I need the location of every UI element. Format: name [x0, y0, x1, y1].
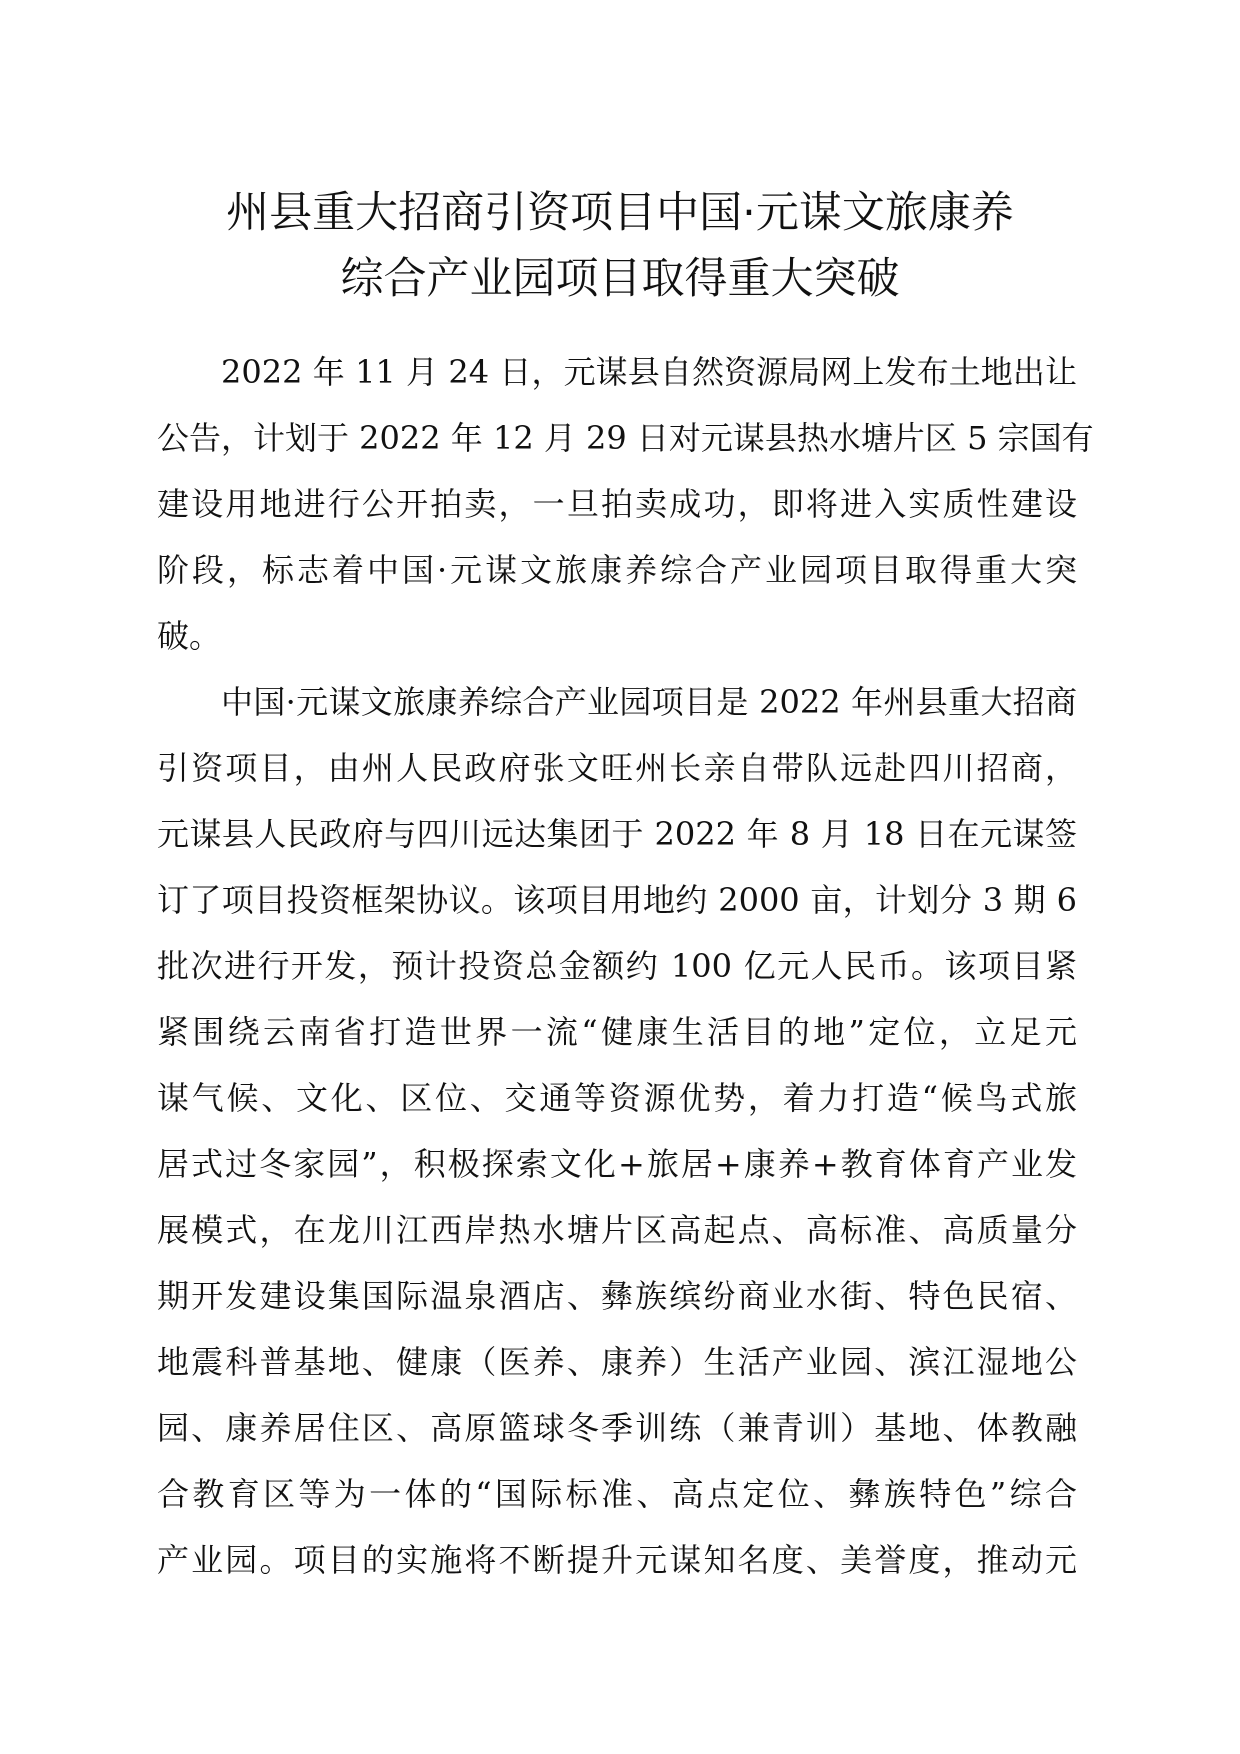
paragraph-line: 公告，计划于 2022 年 12 月 29 日对元谋县热水塘片区 5 宗国有 [157, 419, 1094, 457]
document-title-line-1: 州县重大招商引资项目中国·元谋文旅康养 [226, 188, 1014, 238]
paragraph-line: 建设用地进行公开拍卖，一旦拍卖成功，即将进入实质性建设 [157, 485, 1077, 523]
paragraph-line: 2022 年 11 月 24 日，元谋县自然资源局网上发布土地出让 [221, 353, 1077, 391]
paragraph-line: 中国·元谋文旅康养综合产业园项目是 2022 年州县重大招商 [221, 683, 1077, 721]
paragraph-line: 紧围绕云南省打造世界一流“健康生活目的地”定位，立足元 [157, 1013, 1077, 1051]
paragraph-line: 展模式，在龙川江西岸热水塘片区高起点、高标准、高质量分 [157, 1211, 1077, 1249]
paragraph-line: 元谋县人民政府与四川远达集团于 2022 年 8 月 18 日在元谋签 [157, 815, 1077, 853]
paragraph-line: 地震科普基地、健康（医养、康养）生活产业园、滨江湿地公 [157, 1343, 1077, 1381]
paragraph-line: 期开发建设集国际温泉酒店、彝族缤纷商业水街、特色民宿、 [157, 1277, 1077, 1315]
paragraph-line: 阶段，标志着中国·元谋文旅康养综合产业园项目取得重大突 [157, 551, 1077, 589]
paragraph-line: 引资项目，由州人民政府张文旺州长亲自带队远赴四川招商， [157, 749, 1077, 787]
document-title-line-2: 综合产业园项目取得重大突破 [340, 254, 900, 304]
paragraph-line: 破。 [157, 617, 222, 655]
paragraph-line: 园、康养居住区、高原篮球冬季训练（兼青训）基地、体教融 [157, 1409, 1077, 1447]
paragraph-line: 订了项目投资框架协议。该项目用地约 2000 亩，计划分 3 期 6 [157, 881, 1077, 919]
paragraph-line: 合教育区等为一体的“国际标准、高点定位、彝族特色”综合 [157, 1475, 1077, 1513]
paragraph-line: 谋气候、文化、区位、交通等资源优势，着力打造“候鸟式旅 [157, 1079, 1077, 1117]
paragraph-line: 产业园。项目的实施将不断提升元谋知名度、美誉度，推动元 [157, 1541, 1077, 1579]
paragraph-line: 居式过冬家园”，积极探索文化+旅居+康养+教育体育产业发 [157, 1145, 1077, 1183]
paragraph-line: 批次进行开发，预计投资总金额约 100 亿元人民币。该项目紧 [157, 947, 1077, 985]
